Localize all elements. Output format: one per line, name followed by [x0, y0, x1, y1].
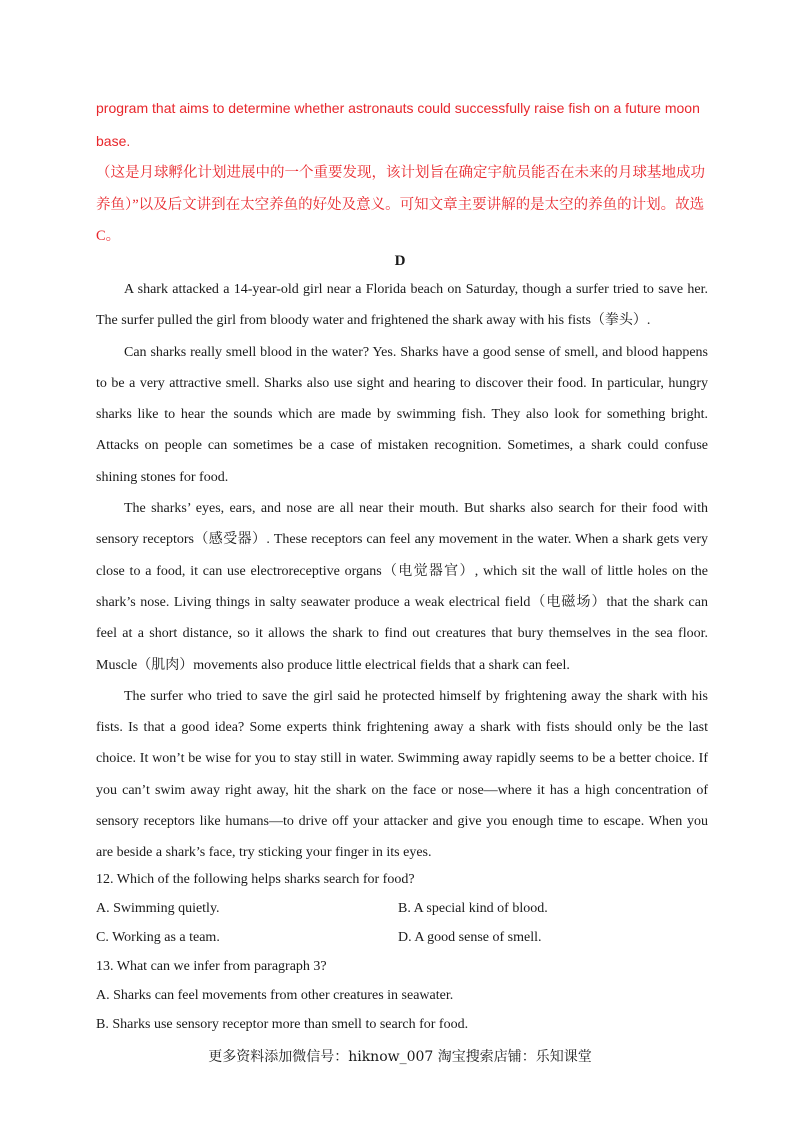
- passage: [96, 274, 708, 869]
- section-title: D: [394, 253, 406, 269]
- page-footer: 更多资料添加微信号：hiknow_007 淘宝搜索店铺：乐知课堂: [208, 1049, 592, 1065]
- passage-paragraph-4: The surfer who tried to save the girl said he protected himself by frightening away the shark with his fists. Is that a good idea? Some experts think frightening away a shark with fists should only be the last choice. It won’t be wise for you to stay still in water. Swimming away rapidly seems to be a better choice. If you can’t swim away right away, hit the shark on the face or nose—where it has a high concentration of sensory receptors like humans—to drive off your attacker and give you enough time to escape. When you are beside a shark’s face, try sticking your finger in its eyes.: [96, 688, 708, 861]
- passage-paragraph-1: A shark attacked a 14-year-old girl near a Florida beach on Saturday, though a surfer tried to save her. The surfer pulled the girl from bloody water and frightened the shark away with his fists（拳头）.: [96, 282, 708, 329]
- questions: [96, 865, 708, 1039]
- question-12-option-d: D. A good sense of smell.: [398, 930, 542, 945]
- answer-explanation: [96, 93, 708, 253]
- explanation-quote: program that aims to determine whether astronauts could successfully raise fish on a future moon base.: [96, 100, 700, 149]
- question-12-option-b: B. A special kind of blood.: [398, 901, 548, 916]
- question-13-option-a: A. Sharks can feel movements from other creatures in seawater.: [96, 988, 454, 1003]
- question-12-options-row-2: [96, 923, 708, 952]
- question-13-option-b: B. Sharks use sensory receptor more than smell to search for food.: [96, 1017, 469, 1032]
- question-12-stem: 12. Which of the following helps sharks search for food?: [96, 872, 415, 887]
- question-12-option-a: A. Swimming quietly.: [96, 901, 220, 916]
- question-13-stem: 13. What can we infer from paragraph 3?: [96, 959, 327, 974]
- explanation-text: （这是月球孵化计划进展中的一个重要发现，该计划旨在确定宇航员能否在未来的月球基地成功养鱼）”以及后文讲到在太空养鱼的好处及意义。可知文章主要讲解的是太空的养鱼的计划。故选C。: [96, 165, 705, 244]
- question-12-options-row-1: [96, 894, 708, 923]
- passage-paragraph-2: Can sharks really smell blood in the water? Yes. Sharks have a good sense of smell, and blood happens to be a very attractive smell. Sharks also use sight and hearing to discover their food. In particular, hungry sharks like to hear the sounds which are made by swimming fish. They also look for something bright. Attacks on people can sometimes be a case of mistaken recognition. Sometimes, a shark could confuse shining stones for food.: [96, 344, 708, 485]
- question-12-option-c: C. Working as a team.: [96, 930, 220, 945]
- passage-paragraph-3: The sharks’ eyes, ears, and nose are all near their mouth. But sharks also search for their food with sensory receptors（感受器）. These receptors can feel any movement in the water. When a shark gets very close to a food, it can use electroreceptive organs（电觉器官）, which sit the wall of little holes on the shark’s nose. Living things in salty seawater produce a weak electrical field（电磁场）that the shark can feel at a short distance, so it allows the shark to find out creatures that bury themselves in the sea floor. Muscle（肌肉）movements also produce little electrical fields that a shark can feel.: [96, 501, 708, 673]
